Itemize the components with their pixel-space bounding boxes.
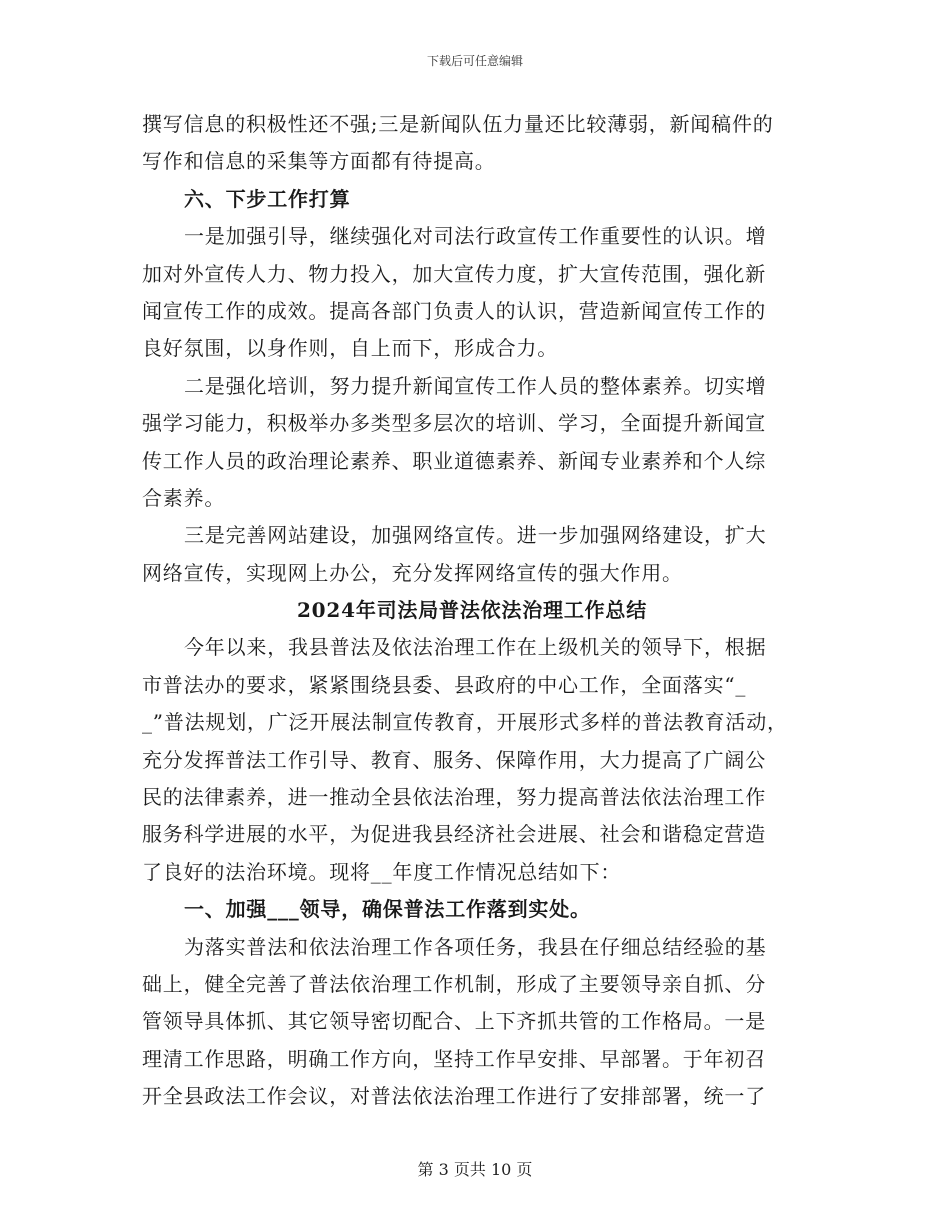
text-line: 强学习能力，积极举办多类型多层次的培训、学习，全面提升新闻宣	[142, 411, 766, 436]
text-line: 闻宣传工作的成效。提高各部门负责人的认识，营造新闻宣传工作的	[142, 298, 766, 323]
text-line: 管领导具体抓、其它领导密切配合、上下齐抓共管的工作格局。一是	[142, 1009, 766, 1034]
page-number: 第 3 页共 10 页	[417, 1160, 533, 1179]
text-line: 了良好的法治环境。现将__年度工作情况总结如下：	[142, 859, 622, 884]
text-line: 充分发挥普法工作引导、教育、服务、保障作用，大力提高了广阔公	[142, 747, 766, 772]
section-heading: 六、下步工作打算	[184, 186, 351, 211]
text-line: 市普法办的要求，紧紧围绕县委、县政府的中心工作，全面落实“_	[142, 672, 747, 697]
text-line: _”普法规划，广泛开展法制宣传教育，开展形式多样的普法教育活动，	[142, 710, 788, 735]
text-line: 民的法律素养，进一推动全县依法治理，努力提高普法依法治理工作	[142, 785, 766, 810]
paragraph-start: 今年以来，我县普法及依法治理工作在上级机关的领导下，根据	[184, 635, 767, 660]
paragraph-start: 一是加强引导，继续强化对司法行政宣传工作重要性的认识。增	[184, 224, 767, 249]
paragraph-start: 二是强化培训，努力提升新闻宣传工作人员的整体素养。切实增	[184, 373, 767, 398]
document-body	[142, 106, 802, 1116]
text-line: 传工作人员的政治理论素养、职业道德素养、新闻专业素养和个人综	[142, 448, 766, 473]
text-line: 撰写信息的积极性还不强;三是新闻队伍力量还比较薄弱，新闻稿件的	[142, 112, 774, 136]
text-line: 良好氛围，以身作则，自上而下，形成合力。	[142, 336, 558, 361]
page-header-note: 下载后可任意编辑	[426, 54, 523, 68]
text-line: 开全县政法工作会议，对普法依法治理工作进行了安排部署，统一了	[142, 1084, 766, 1109]
paragraph-start: 为落实普法和依法治理工作各项任务，我县在仔细总结经验的基	[184, 934, 767, 959]
paragraph-start: 三是完善网站建设，加强网络宣传。进一步加强网络建设，扩大	[184, 523, 767, 548]
section-heading: 一、加强___领导，确保普法工作落到实处。	[184, 897, 591, 922]
text-line: 理清工作思路，明确工作方向，坚持工作早安排、早部署。于年初召	[142, 1046, 766, 1071]
text-line: 写作和信息的采集等方面都有待提高。	[142, 149, 496, 174]
text-line: 础上，健全完善了普法依治理工作机制，形成了主要领导亲自抓、分	[142, 971, 766, 996]
text-line: 合素养。	[142, 485, 226, 510]
document-title: 2024年司法局普法依法治理工作总结	[296, 598, 648, 623]
text-line: 服务科学进展的水平，为促进我县经济社会进展、社会和谐稳定营造	[142, 822, 766, 847]
text-line: 加对外宣传人力、物力投入，加大宣传力度，扩大宣传范围，强化新	[142, 261, 766, 286]
text-line: 网络宣传，实现网上办公，充分发挥网络宣传的强大作用。	[142, 560, 683, 585]
